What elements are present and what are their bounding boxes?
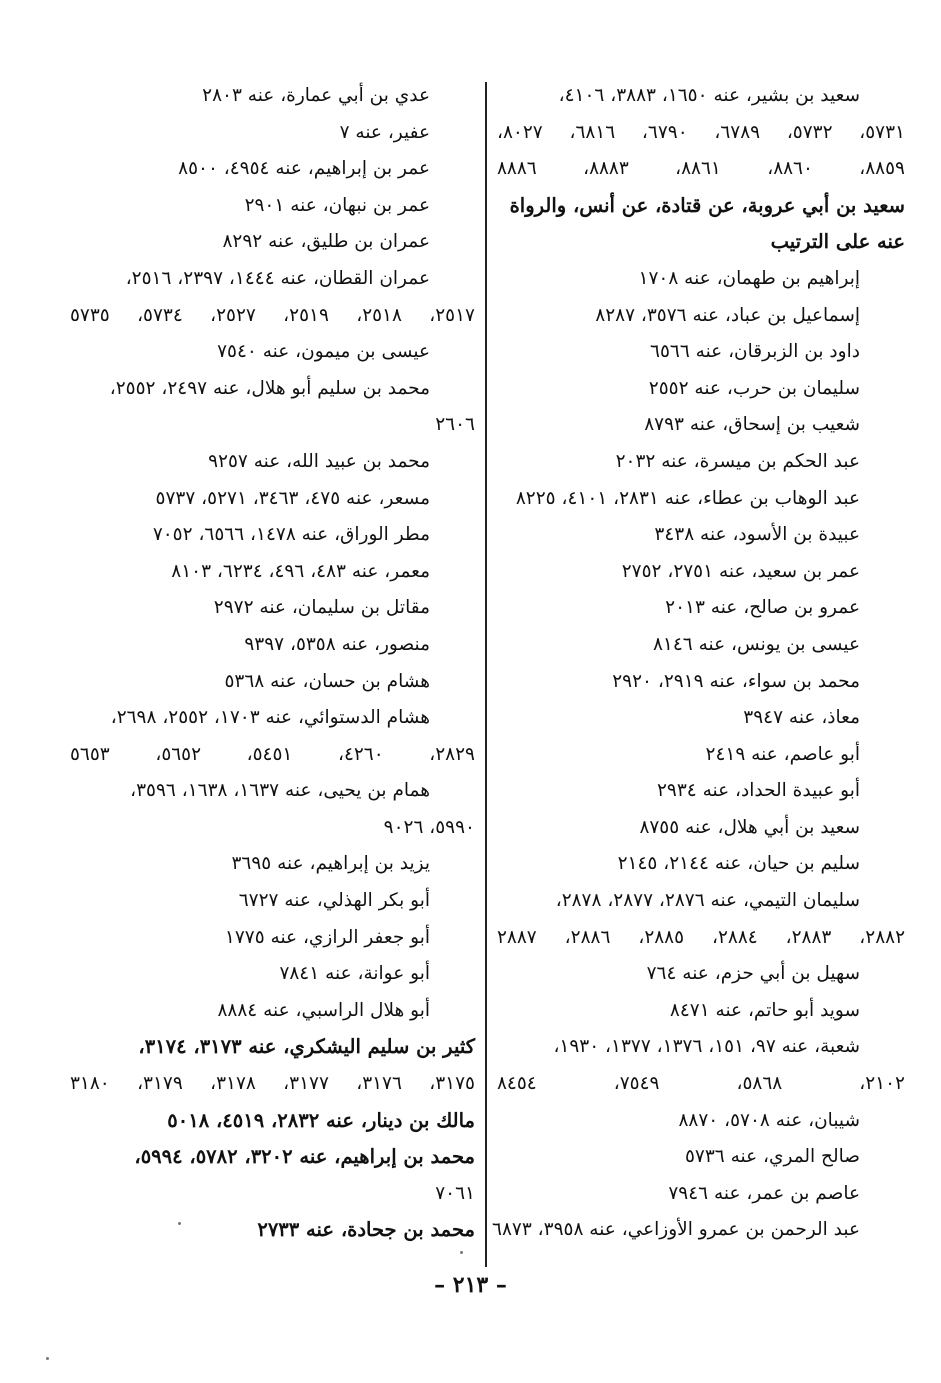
ink-speck [460,1251,463,1254]
index-entry-line: ٢١٠٢، ٥٨٦٨، ٧٥٤٩، ٨٤٥٤ [497,1073,905,1095]
index-entry-line: أبو بكر الهذلي، عنه ٦٧٢٧ [238,890,430,912]
index-entry-line: منصور، عنه ٥٣٥٨، ٩٣٩٧ [244,633,430,655]
index-entry-line: يزيد بن إبراهيم، عنه ٣٦٩٥ [231,853,430,875]
entry-heading: عنه على الترتيب [770,230,905,254]
index-entry-line: ٢٥١٧، ٢٥١٨، ٢٥١٩، ٢٥٢٧، ٥٧٣٤، ٥٧٣٥ [70,304,475,326]
index-entry-line: أبو عبيدة الحداد، عنه ٢٩٣٤ [656,780,860,802]
index-entry-line: سهيل بن أبي حزم، عنه ٧٦٤ [646,963,860,985]
index-entry-line: عدي بن أبي عمارة، عنه ٢٨٠٣ [202,85,430,106]
index-entry-line: هشام الدستوائي، عنه ١٧٠٣، ٢٥٥٢، ٢٦٩٨، [110,707,430,729]
index-entry-line: معاذ، عنه ٣٩٤٧ [743,707,860,729]
index-entry-line: سليمان بن حرب، عنه ٢٥٥٢ [648,377,860,399]
index-entry-line: هشام بن حسان، عنه ٥٣٦٨ [224,670,430,692]
left-column [70,78,475,1249]
index-entry-line: عيسى بن يونس، عنه ٨١٤٦ [653,633,860,655]
index-entry-line: ٧٠٦١ [435,1182,475,1204]
index-entry-line: مطر الوراق، عنه ١٤٧٨، ٦٥٦٦، ٧٠٥٢ [152,524,430,546]
index-entry-line: ٢٨٢٩، ٤٢٦٠، ٥٤٥١، ٥٦٥٢، ٥٦٥٣ [70,743,475,765]
ink-speck [178,1222,181,1225]
index-entry-line: سليمان التيمي، عنه ٢٨٧٦، ٢٨٧٧، ٢٨٧٨، [555,890,860,912]
entry-heading: محمد بن إبراهيم، عنه ٣٢٠٢، ٥٧٨٢، ٥٩٩٤، [134,1145,475,1169]
page-number: – ٢١٣ – [434,1272,507,1298]
index-entry-line: عمران القطان، عنه ١٤٤٤، ٢٣٩٧، ٢٥١٦، [125,267,430,289]
index-entry-line: محمد بن سليم أبو هلال، عنه ٢٤٩٧، ٢٥٥٢، [109,377,430,399]
index-entry-line: عبد الرحمن بن عمرو الأوزاعي، عنه ٣٩٥٨، ٦٨٧٣ [492,1219,860,1241]
ink-speck [46,1357,49,1360]
index-entry-line: ٥٧٣١، ٥٧٣٢، ٦٧٨٩، ٦٧٩٠، ٦٨١٦، ٨٠٢٧، [497,121,905,143]
index-entry-line: سويد أبو حاتم، عنه ٨٤٧١ [669,999,860,1021]
index-entry-line: شعبة، عنه ٩٧، ١٥١، ١٣٧٦، ١٣٧٧، ١٩٣٠، [553,1036,860,1058]
index-entry-line: محمد بن عبيد الله، عنه ٩٢٥٧ [208,450,430,472]
index-entry-line: صالح المري، عنه ٥٧٣٦ [685,1146,860,1168]
index-entry-line: أبو عاصم، عنه ٢٤١٩ [705,743,860,765]
index-entry-line: عاصم بن عمر، عنه ٧٩٤٦ [668,1182,860,1204]
index-entry-line: أبو هلال الراسبي، عنه ٨٨٨٤ [217,999,430,1021]
index-entry-line: ٢٨٨٢، ٢٨٨٣، ٢٨٨٤، ٢٨٨٥، ٢٨٨٦، ٢٨٨٧ [497,926,906,948]
index-entry-line: شيبان، عنه ٥٧٠٨، ٨٨٧٠ [678,1109,860,1131]
index-entry-line: أبو عوانة، عنه ٧٨٤١ [279,963,430,985]
index-entry-line: داود بن الزبرقان، عنه ٦٥٦٦ [650,341,860,363]
index-entry-line: ٥٩٩٠، ٩٠٢٦ [383,816,475,838]
index-entry-line: ٨٨٥٩، ٨٨٦٠، ٨٨٦١، ٨٨٨٣، ٨٨٨٦ [497,158,905,180]
column-divider [485,82,487,1267]
index-entry-line: عبد الحكم بن ميسرة، عنه ٢٠٣٢ [615,450,860,472]
index-entry-line: شعيب بن إسحاق، عنه ٨٧٩٣ [644,414,860,436]
index-entry-line: سعيد بن بشير، عنه ١٦٥٠، ٣٨٨٣، ٤١٠٦، [558,85,860,106]
index-entry-line: عمرو بن صالح، عنه ٢٠١٣ [665,597,860,619]
index-entry-line: سليم بن حيان، عنه ٢١٤٤، ٢١٤٥ [617,853,860,875]
index-entry-line: محمد بن سواء، عنه ٢٩١٩، ٢٩٢٠ [612,670,860,692]
index-entry-line: مقاتل بن سليمان، عنه ٢٩٧٢ [213,597,430,619]
index-entry-line: أبو جعفر الرازي، عنه ١٧٧٥ [224,926,430,948]
entry-heading: سعيد بن أبي عروبة، عن قتادة، عن أنس، والرواة [509,193,905,217]
index-entry-line: إبراهيم بن طهمان، عنه ١٧٠٨ [638,267,860,289]
entry-heading: مالك بن دينار، عنه ٢٨٣٢، ٤٥١٩، ٥٠١٨ [167,1108,475,1132]
index-entry-line: معمر، عنه ٤٨٣، ٤٩٦، ٦٢٣٤، ٨١٠٣ [171,560,430,582]
index-entry-line: عيسى بن ميمون، عنه ٧٥٤٠ [217,341,430,363]
entry-heading: محمد بن جحادة، عنه ٢٧٣٣ [257,1218,475,1242]
index-entry-line: همام بن يحيى، عنه ١٦٣٧، ١٦٣٨، ٣٥٩٦، [130,780,430,802]
index-entry-line: ٢٦٠٦ [435,414,475,436]
index-entry-line: عفير، عنه ٧ [339,121,430,143]
index-entry-line: عبيدة بن الأسود، عنه ٣٤٣٨ [654,524,860,546]
index-entry-line: عمر بن نبهان، عنه ٢٩٠١ [244,194,430,216]
index-entry-line: عمر بن إبراهيم، عنه ٤٩٥٤، ٨٥٠٠ [178,158,430,180]
entry-heading: كثير بن سليم اليشكري، عنه ٣١٧٣، ٣١٧٤، [138,1035,475,1059]
index-entry-line: سعيد بن أبي هلال، عنه ٨٧٥٥ [639,816,860,838]
index-entry-line: إسماعيل بن عباد، عنه ٣٥٧٦، ٨٢٨٧ [595,304,860,326]
index-entry-line: مسعر، عنه ٤٧٥، ٣٤٦٣، ٥٢٧١، ٥٧٣٧ [155,487,430,509]
right-column [492,78,906,1249]
index-entry-line: عمر بن سعيد، عنه ٢٧٥١، ٢٧٥٢ [621,560,860,582]
index-entry-line: عبد الوهاب بن عطاء، عنه ٢٨٣١، ٤١٠١، ٨٢٢٥ [515,487,860,509]
index-entry-line: عمران بن طليق، عنه ٨٢٩٢ [222,231,430,253]
index-entry-line: ٣١٧٥، ٣١٧٦، ٣١٧٧، ٣١٧٨، ٣١٧٩، ٣١٨٠ [70,1073,475,1095]
